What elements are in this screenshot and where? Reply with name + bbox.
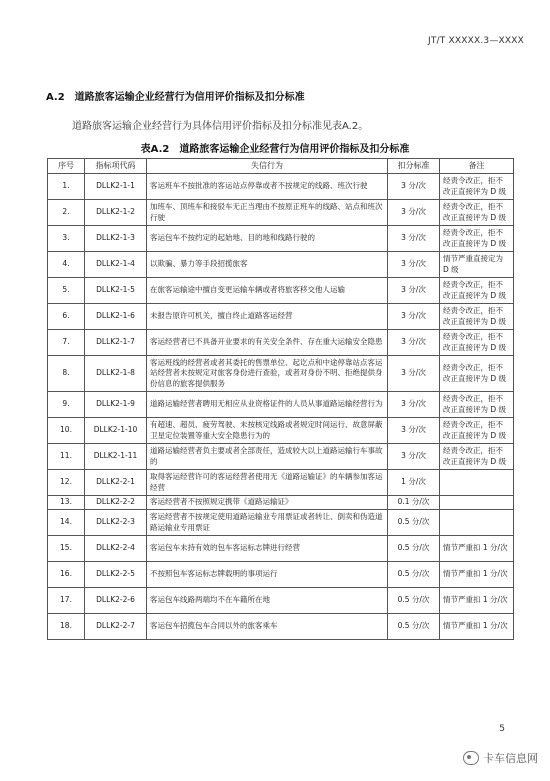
cell-code: DLLK2-1-6 <box>85 304 147 330</box>
cell-note <box>440 470 514 496</box>
cell-code: DLLK2-2-1 <box>85 470 147 496</box>
cell-code: DLLK2-1-1 <box>85 174 147 200</box>
cell-behavior: 客运包车不按约定的起始地、目的地和线路行驶的 <box>147 226 388 252</box>
table-row <box>48 536 514 562</box>
cell-behavior: 客运经营者不按照规定携带《道路运输证》 <box>147 496 388 510</box>
cell-no: 8. <box>48 356 85 392</box>
cell-behavior: 客运包车未持有效的包车客运标志牌进行经营 <box>147 536 388 562</box>
table-row <box>48 392 514 418</box>
cell-score: 0.5 分/次 <box>388 588 440 614</box>
cell-no: 2. <box>48 200 85 226</box>
cell-note: 情节严重直接定为 D 级 <box>440 252 514 278</box>
cell-score: 3 分/次 <box>388 200 440 226</box>
cell-score: 3 分/次 <box>388 444 440 470</box>
table-row <box>48 510 514 536</box>
cell-note: 经责令改正，拒不改正直接评为 D 级 <box>440 226 514 252</box>
cell-score: 3 分/次 <box>388 174 440 200</box>
cell-score: 3 分/次 <box>388 392 440 418</box>
cell-behavior: 道路运输经营者聘用无相应从业资格证件的人员从事道路运输经营行为 <box>147 392 388 418</box>
cell-code: DLLK2-1-11 <box>85 444 147 470</box>
cell-no: 4. <box>48 252 85 278</box>
cell-score: 3 分/次 <box>388 252 440 278</box>
cell-note: 经责令改正，拒不改正直接评为 D 级 <box>440 304 514 330</box>
standard-code: JT/T XXXXX.3—XXXX <box>427 36 524 46</box>
cell-behavior: 未报告原许可机关，擅自终止道路客运经营 <box>147 304 388 330</box>
cell-no: 10. <box>48 418 85 444</box>
cell-note: 情节严重扣 1 分/次 <box>440 536 514 562</box>
cell-note: 情节严重扣 1 分/次 <box>440 588 514 614</box>
cell-code: DLLK2-1-7 <box>85 330 147 356</box>
cell-score: 3 分/次 <box>388 418 440 444</box>
cell-behavior: 客运经营者不按规定使用道路运输业专用票证或者转让、倒卖和伪造道路运输业专用票证 <box>147 510 388 536</box>
watermark-text: 卡车信息网 <box>483 752 538 765</box>
cell-code: DLLK2-1-5 <box>85 278 147 304</box>
table-row <box>48 226 514 252</box>
cell-code: DLLK2-2-5 <box>85 562 147 588</box>
cell-code: DLLK2-2-4 <box>85 536 147 562</box>
table-row <box>48 562 514 588</box>
table-header-row <box>48 159 514 174</box>
cell-no: 17. <box>48 588 85 614</box>
cell-behavior: 不按照包车客运标志牌载明的事项运行 <box>147 562 388 588</box>
cell-no: 14. <box>48 510 85 536</box>
cell-behavior: 取得客运经营许可的客运经营者使用无《道路运输证》的车辆参加客运经营 <box>147 470 388 496</box>
cell-score: 3 分/次 <box>388 356 440 392</box>
column-header-code: 指标项代码 <box>85 159 147 174</box>
table-row <box>48 304 514 330</box>
cell-score: 3 分/次 <box>388 304 440 330</box>
cell-no: 1. <box>48 174 85 200</box>
table-row <box>48 278 514 304</box>
column-header-note: 备注 <box>440 159 514 174</box>
cell-score: 0.5 分/次 <box>388 614 440 640</box>
cell-score: 0.5 分/次 <box>388 562 440 588</box>
cell-code: DLLK2-1-8 <box>85 356 147 392</box>
cell-behavior: 客运经营者已不具备开业要求的有关安全条件、存在重大运输安全隐患 <box>147 330 388 356</box>
cell-code: DLLK2-1-4 <box>85 252 147 278</box>
cell-note: 经责令改正，拒不改正直接评为 D 级 <box>440 174 514 200</box>
table-row <box>48 614 514 640</box>
column-header-behavior: 失信行为 <box>147 159 388 174</box>
cell-no: 18. <box>48 614 85 640</box>
cell-note: 经责令改正，拒不改正直接评为 D 级 <box>440 418 514 444</box>
column-header-no: 序号 <box>48 159 85 174</box>
cell-no: 13. <box>48 496 85 510</box>
table-row <box>48 444 514 470</box>
cell-no: 16. <box>48 562 85 588</box>
cell-no: 11. <box>48 444 85 470</box>
cell-behavior: 有超速、超员、疲劳驾驶、未按核定线路或者规定时间运行、故意屏蔽卫星定位装置等重大安全隐患行为的 <box>147 418 388 444</box>
table-row <box>48 252 514 278</box>
cell-note: 经责令改正，拒不改正直接评为 D 级 <box>440 356 514 392</box>
cell-no: 6. <box>48 304 85 330</box>
cell-code: DLLK2-1-2 <box>85 200 147 226</box>
wechat-icon <box>463 751 479 765</box>
cell-no: 9. <box>48 392 85 418</box>
cell-score: 0.5 分/次 <box>388 510 440 536</box>
cell-code: DLLK2-2-3 <box>85 510 147 536</box>
cell-behavior: 在旅客运输途中擅自变更运输车辆或者将旅客移交他人运输 <box>147 278 388 304</box>
cell-note: 经责令改正，拒不改正直接评为 D 级 <box>440 444 514 470</box>
cell-code: DLLK2-2-6 <box>85 588 147 614</box>
cell-no: 15. <box>48 536 85 562</box>
table-row <box>48 496 514 510</box>
watermark <box>463 750 538 766</box>
cell-no: 12. <box>48 470 85 496</box>
cell-score: 0.1 分/次 <box>388 496 440 510</box>
cell-score: 3 分/次 <box>388 330 440 356</box>
cell-note: 经责令改正，拒不改正直接评为 D 级 <box>440 330 514 356</box>
cell-note <box>440 496 514 510</box>
cell-no: 5. <box>48 278 85 304</box>
cell-behavior: 道路运输经营者负主要或者全部责任，造成较大以上道路运输行车事故的 <box>147 444 388 470</box>
rules-table-body <box>48 174 514 640</box>
cell-note: 情节严重扣 1 分/次 <box>440 562 514 588</box>
cell-code: DLLK2-1-10 <box>85 418 147 444</box>
cell-no: 3. <box>48 226 85 252</box>
cell-note: 情节严重扣 1 分/次 <box>440 614 514 640</box>
cell-behavior: 加班车、顶班车和接驳车无正当理由不按原正班车的线路、站点和班次行驶 <box>147 200 388 226</box>
table-row <box>48 470 514 496</box>
cell-code: DLLK2-1-3 <box>85 226 147 252</box>
intro-text: 道路旅客运输企业经营行为具体信用评价指标及扣分标准见表A.2。 <box>72 121 369 132</box>
page-number: 5 <box>499 724 505 734</box>
cell-note: 经责令改正，拒不改正直接评为 D 级 <box>440 278 514 304</box>
section-title: A.2 道路旅客运输企业经营行为信用评价指标及扣分标准 <box>46 92 305 103</box>
cell-no: 7. <box>48 330 85 356</box>
cell-score: 3 分/次 <box>388 278 440 304</box>
table-row <box>48 588 514 614</box>
rules-table <box>47 158 514 640</box>
cell-score: 3 分/次 <box>388 226 440 252</box>
cell-code: DLLK2-2-7 <box>85 614 147 640</box>
table-row <box>48 356 514 392</box>
cell-code: DLLK2-1-9 <box>85 392 147 418</box>
table-title: 表A.2 道路旅客运输企业经营行为信用评价指标及扣分标准 <box>140 144 410 155</box>
cell-note: 经责令改正，拒不改正直接评为 D 级 <box>440 392 514 418</box>
cell-note: 经责令改正，拒不改正直接评为 D 级 <box>440 200 514 226</box>
cell-behavior: 客运包车招揽包车合同以外的旅客乘车 <box>147 614 388 640</box>
cell-note <box>440 510 514 536</box>
table-row <box>48 330 514 356</box>
cell-code: DLLK2-2-2 <box>85 496 147 510</box>
cell-score: 1 分/次 <box>388 470 440 496</box>
cell-behavior: 客运包车线路两端均不在车籍所在地 <box>147 588 388 614</box>
cell-behavior: 客运班车不按批准的客运站点停靠或者不按规定的线路、班次行驶 <box>147 174 388 200</box>
table-row <box>48 200 514 226</box>
column-header-score: 扣分标准 <box>388 159 440 174</box>
cell-behavior: 以欺骗、暴力等手段招揽旅客 <box>147 252 388 278</box>
table-row <box>48 418 514 444</box>
cell-behavior: 客运班线的经营者或者其委托的售票单位、起讫点和中途停靠站点客运站经营者未按规定对旅客身份进行查验，或者对身份不明、拒绝提供身份信息的旅客提供服务 <box>147 356 388 392</box>
table-row <box>48 174 514 200</box>
cell-score: 0.5 分/次 <box>388 536 440 562</box>
